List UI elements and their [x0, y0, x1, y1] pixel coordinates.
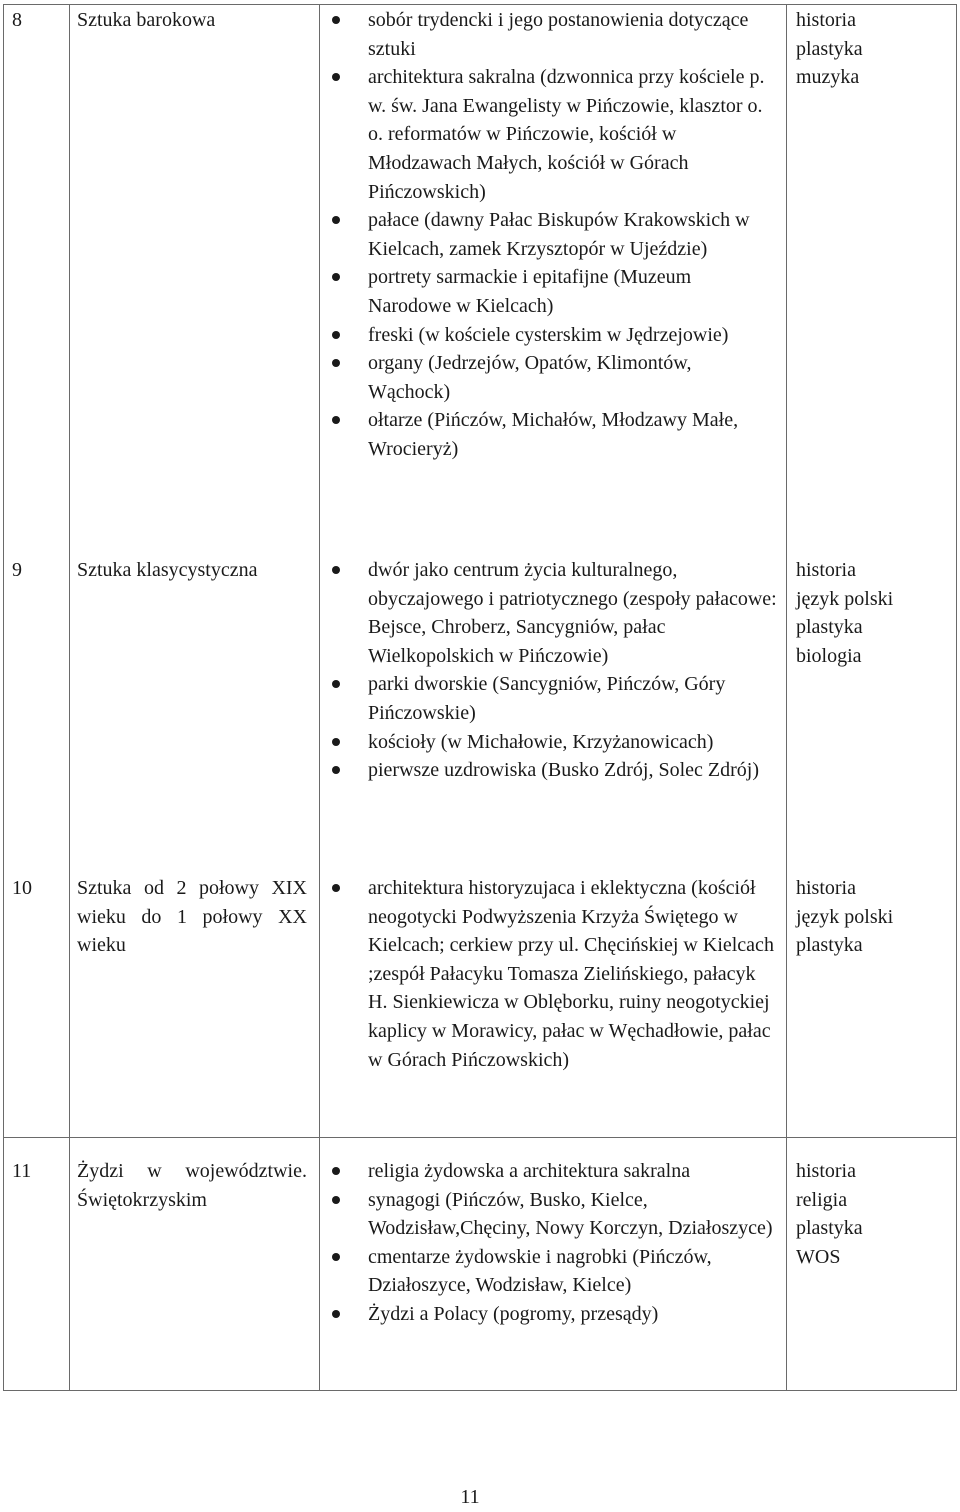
row-title: Żydzi w województwie. Świętokrzyskim [77, 1160, 307, 1211]
list-item [332, 756, 777, 785]
topic-list [332, 1157, 777, 1329]
subject: plastyka [796, 37, 863, 60]
topic-list [332, 6, 777, 464]
topic-list [332, 556, 777, 785]
list-item-text: Żydzi a Polacy (pogromy, przesądy) [368, 1302, 659, 1325]
page-number: 11 [460, 1486, 480, 1508]
list-item [332, 406, 777, 463]
list-item-text: parki dworskie (Sancygniów, Pińczów, Góry Pińczowskie) [368, 673, 726, 724]
list-item [332, 321, 777, 350]
list-item [332, 874, 777, 1074]
row-number: 11 [12, 1160, 32, 1182]
list-item-text: cmentarze żydowskie i nagrobki (Pińczów, Działoszyce, Wodzisław, Kielce) [368, 1245, 712, 1297]
row-title: Sztuka barokowa [77, 9, 216, 31]
list-item-text: synagogi (Pińczów, Busko, Kielce, Wodzisław,Chęciny, Nowy Korczyn, Działoszyce) [368, 1188, 773, 1240]
table-border-left [3, 4, 4, 1391]
subject: język polski [796, 587, 894, 610]
table-column-divider [69, 4, 70, 1391]
subject-list [796, 6, 956, 92]
list-item-text: ołtarze (Pińczów, Michałów, Młodzawy Małe, Wrocieryż) [368, 409, 739, 460]
subject: historia [796, 1160, 856, 1182]
list-item-text: sobór trydencki i jego postanowienia dotyczące sztuki [368, 9, 749, 60]
list-item-text: pałace (dawny Pałac Biskupów Krakowskich w Kielcach, zamek Krzysztopór w Ujeździe) [368, 209, 750, 260]
list-item [332, 206, 777, 263]
row-title: Sztuka klasycystyczna [77, 559, 258, 581]
bullet-icon [332, 1196, 340, 1204]
table-column-divider [786, 4, 787, 1391]
subject: historia [796, 877, 856, 899]
subject: muzyka [796, 66, 860, 89]
list-item [332, 63, 777, 206]
row-number: 10 [12, 877, 32, 899]
subject: plastyka [796, 934, 863, 957]
bullet-icon [332, 1253, 340, 1261]
list-item [332, 1300, 777, 1329]
row-title: Sztuka od 2 połowy XIX wieku do 1 połowy XX wieku [77, 877, 307, 957]
list-item-text: kościoły (w Michałowie, Krzyżanowicach) [368, 730, 714, 753]
subject: plastyka [796, 1217, 863, 1240]
subject: biologia [796, 644, 862, 667]
subject: historia [796, 559, 856, 581]
list-item-text: portrety sarmackie i epitafijne (Muzeum Narodowe w Kielcach) [368, 266, 692, 317]
table-border-top [3, 4, 957, 5]
subject-list [796, 874, 956, 960]
subject: język polski [796, 905, 894, 928]
bullet-icon [332, 216, 340, 224]
list-item-text: architektura historyzujaca i eklektyczna (kościół neogotycki Podwyższenia Krzyża Świętego w Kielcach; cerkiew przy ul. Chęcińskiej w Kielcach ;zespół Pałacyku Tomasza Zielińskiego, pałacyk H. Sienkiewicza w Oblęborku, ruiny neogotyckiej kaplicy w Morawicy, pałac w Węchadłowie, pałac w Górach Pińczowskich) [368, 877, 774, 1071]
list-item [332, 1243, 777, 1300]
list-item [332, 556, 777, 670]
list-item [332, 263, 777, 320]
bullet-icon [332, 738, 340, 746]
subject: plastyka [796, 616, 863, 639]
list-item [332, 670, 777, 727]
bullet-icon [332, 884, 340, 892]
bullet-icon [332, 273, 340, 281]
list-item [332, 1186, 777, 1243]
table-border-right [956, 4, 957, 1391]
row-number: 8 [12, 9, 22, 31]
list-item-text: organy (Jedrzejów, Opatów, Klimontów, Wąchock) [368, 352, 692, 403]
subject: WOS [796, 1245, 841, 1268]
bullet-icon [332, 359, 340, 367]
bullet-icon [332, 331, 340, 339]
list-item-text: architektura sakralna (dzwonnica przy kościele p. w. św. Jana Ewangelisty w Pińczowie, klasztor o. o. reformatów w Pińczowie, kościół w Młodzawach Małych, kościół w Górach Pińczowskich) [368, 66, 765, 203]
list-item-text: pierwsze uzdrowiska (Busko Zdrój, Solec Zdrój) [368, 759, 760, 782]
list-item-text: religia żydowska a architektura sakralna [368, 1160, 691, 1182]
bullet-icon [332, 73, 340, 81]
bullet-icon [332, 16, 340, 24]
row-number: 9 [12, 559, 22, 581]
list-item [332, 6, 777, 63]
bullet-icon [332, 416, 340, 424]
list-item [332, 728, 777, 757]
bullet-icon [332, 680, 340, 688]
table-column-divider [319, 4, 320, 1391]
subject-list [796, 556, 956, 670]
bullet-icon [332, 1167, 340, 1175]
table-row-divider [3, 1137, 957, 1138]
subject: religia [796, 1188, 848, 1211]
topic-list [332, 874, 777, 1074]
subject-list [796, 1157, 956, 1271]
bullet-icon [332, 1310, 340, 1318]
bullet-icon [332, 566, 340, 574]
bullet-icon [332, 766, 340, 774]
list-item [332, 1157, 777, 1186]
subject: historia [796, 9, 856, 31]
table-border-bottom [3, 1390, 957, 1391]
list-item-text: dwór jako centrum życia kulturalnego, obyczajowego i patriotycznego (zespoły pałacowe: Bejsce, Chroberz, Sancygniów, pałac Wielkopolskich w Pińczowie) [368, 559, 777, 667]
list-item [332, 349, 777, 406]
list-item-text: freski (w kościele cysterskim w Jędrzejowie) [368, 323, 729, 346]
